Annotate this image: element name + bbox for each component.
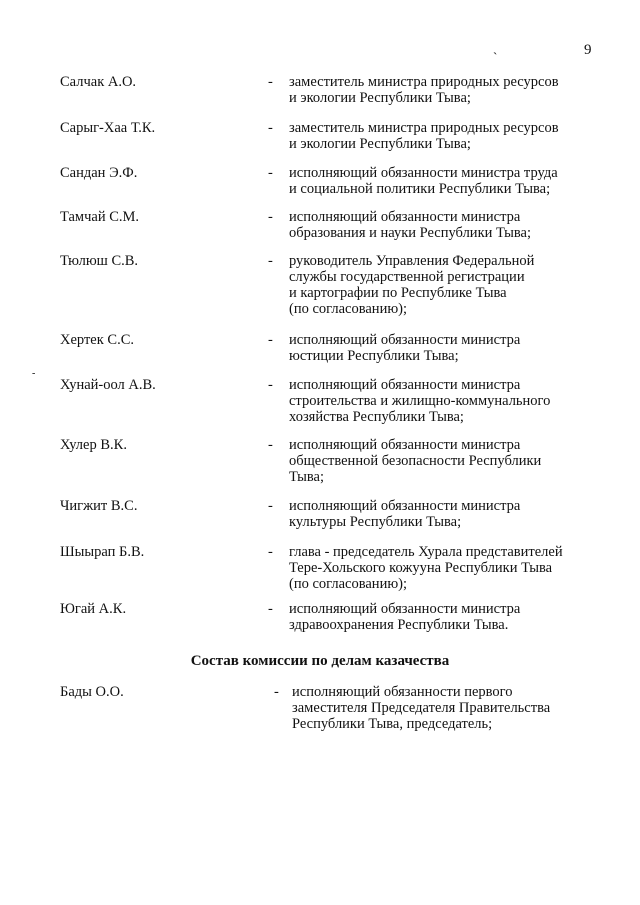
margin-mark: - bbox=[32, 368, 36, 379]
member-role bbox=[289, 165, 589, 197]
role-line: глава - председатель Хурала представителей bbox=[289, 544, 563, 560]
member-role bbox=[289, 498, 589, 530]
role-line: исполняющий обязанности первого bbox=[292, 684, 513, 700]
member-name: Бады О.О. bbox=[60, 684, 124, 700]
role-line: и экологии Республики Тыва; bbox=[289, 136, 471, 152]
role-line: и экологии Республики Тыва; bbox=[289, 90, 471, 106]
dash-separator: - bbox=[268, 74, 273, 90]
member-role bbox=[289, 601, 589, 633]
dash-separator: - bbox=[268, 120, 273, 136]
dash-separator: - bbox=[268, 601, 273, 617]
dash-separator: - bbox=[268, 544, 273, 560]
member-name: Салчак А.О. bbox=[60, 74, 137, 90]
role-line: Тыва; bbox=[289, 469, 324, 485]
role-line: культуры Республики Тыва; bbox=[289, 514, 462, 530]
member-name: Чигжит В.С. bbox=[60, 498, 138, 514]
handwritten-tick-mark: ˏ bbox=[493, 40, 498, 55]
commission-section-title: Состав комиссии по делам казачества bbox=[190, 653, 450, 669]
member-role bbox=[289, 209, 589, 241]
page-number: 9 bbox=[584, 42, 592, 58]
role-line: заместитель министра природных ресурсов bbox=[289, 120, 559, 136]
role-line: исполняющий обязанности министра bbox=[289, 377, 521, 393]
dash-separator: - bbox=[268, 253, 273, 269]
role-line: службы государственной регистрации bbox=[289, 269, 525, 285]
role-line: Республики Тыва, председатель; bbox=[292, 716, 493, 732]
member-name: Сарыг-Хаа Т.К. bbox=[60, 120, 156, 136]
role-line: исполняющий обязанности министра bbox=[289, 437, 521, 453]
role-line: (по согласованию); bbox=[289, 301, 408, 317]
member-name: Тюлюш С.В. bbox=[60, 253, 139, 269]
member-role bbox=[289, 120, 589, 152]
role-line: заместитель министра природных ресурсов bbox=[289, 74, 559, 90]
role-line: и социальной политики Республики Тыва; bbox=[289, 181, 551, 197]
member-role bbox=[289, 377, 589, 425]
member-name: Югай А.К. bbox=[60, 601, 127, 617]
dash-separator: - bbox=[268, 165, 273, 181]
role-line: исполняющий обязанности министра bbox=[289, 209, 521, 225]
member-name: Хулер В.К. bbox=[60, 437, 127, 453]
role-line: образования и науки Республики Тыва; bbox=[289, 225, 531, 241]
role-line: и картографии по Республике Тыва bbox=[289, 285, 507, 301]
role-line: хозяйства Республики Тыва; bbox=[289, 409, 464, 425]
role-line: общественной безопасности Республики bbox=[289, 453, 542, 469]
member-name: Шыырап Б.В. bbox=[60, 544, 145, 560]
role-line: Тере-Хольского кожууна Республики Тыва bbox=[289, 560, 553, 576]
member-role bbox=[289, 437, 589, 485]
role-line: исполняющий обязанности министра труда bbox=[289, 165, 558, 181]
member-name: Тамчай С.М. bbox=[60, 209, 140, 225]
role-line: исполняющий обязанности министра bbox=[289, 601, 521, 617]
role-line: строительства и жилищно-коммунального bbox=[289, 393, 551, 409]
role-line: (по согласованию); bbox=[289, 576, 408, 592]
member-name: Сандан Э.Ф. bbox=[60, 165, 138, 181]
role-line: руководитель Управления Федеральной bbox=[289, 253, 535, 269]
member-name: Хертек С.С. bbox=[60, 332, 135, 348]
member-role bbox=[289, 332, 589, 364]
role-line: исполняющий обязанности министра bbox=[289, 498, 521, 514]
member-name: Хунай-оол А.В. bbox=[60, 377, 156, 393]
dash-separator: - bbox=[274, 684, 279, 700]
dash-separator: - bbox=[268, 437, 273, 453]
role-line: заместителя Председателя Правительства bbox=[292, 700, 551, 716]
role-line: исполняющий обязанности министра bbox=[289, 332, 521, 348]
role-line: юстиции Республики Тыва; bbox=[289, 348, 459, 364]
dash-separator: - bbox=[268, 209, 273, 225]
member-role bbox=[292, 684, 592, 732]
role-line: здравоохранения Республики Тыва. bbox=[289, 617, 509, 633]
dash-separator: - bbox=[268, 498, 273, 514]
member-role bbox=[289, 253, 589, 317]
dash-separator: - bbox=[268, 377, 273, 393]
dash-separator: - bbox=[268, 332, 273, 348]
member-role bbox=[289, 544, 589, 592]
member-role bbox=[289, 74, 589, 106]
